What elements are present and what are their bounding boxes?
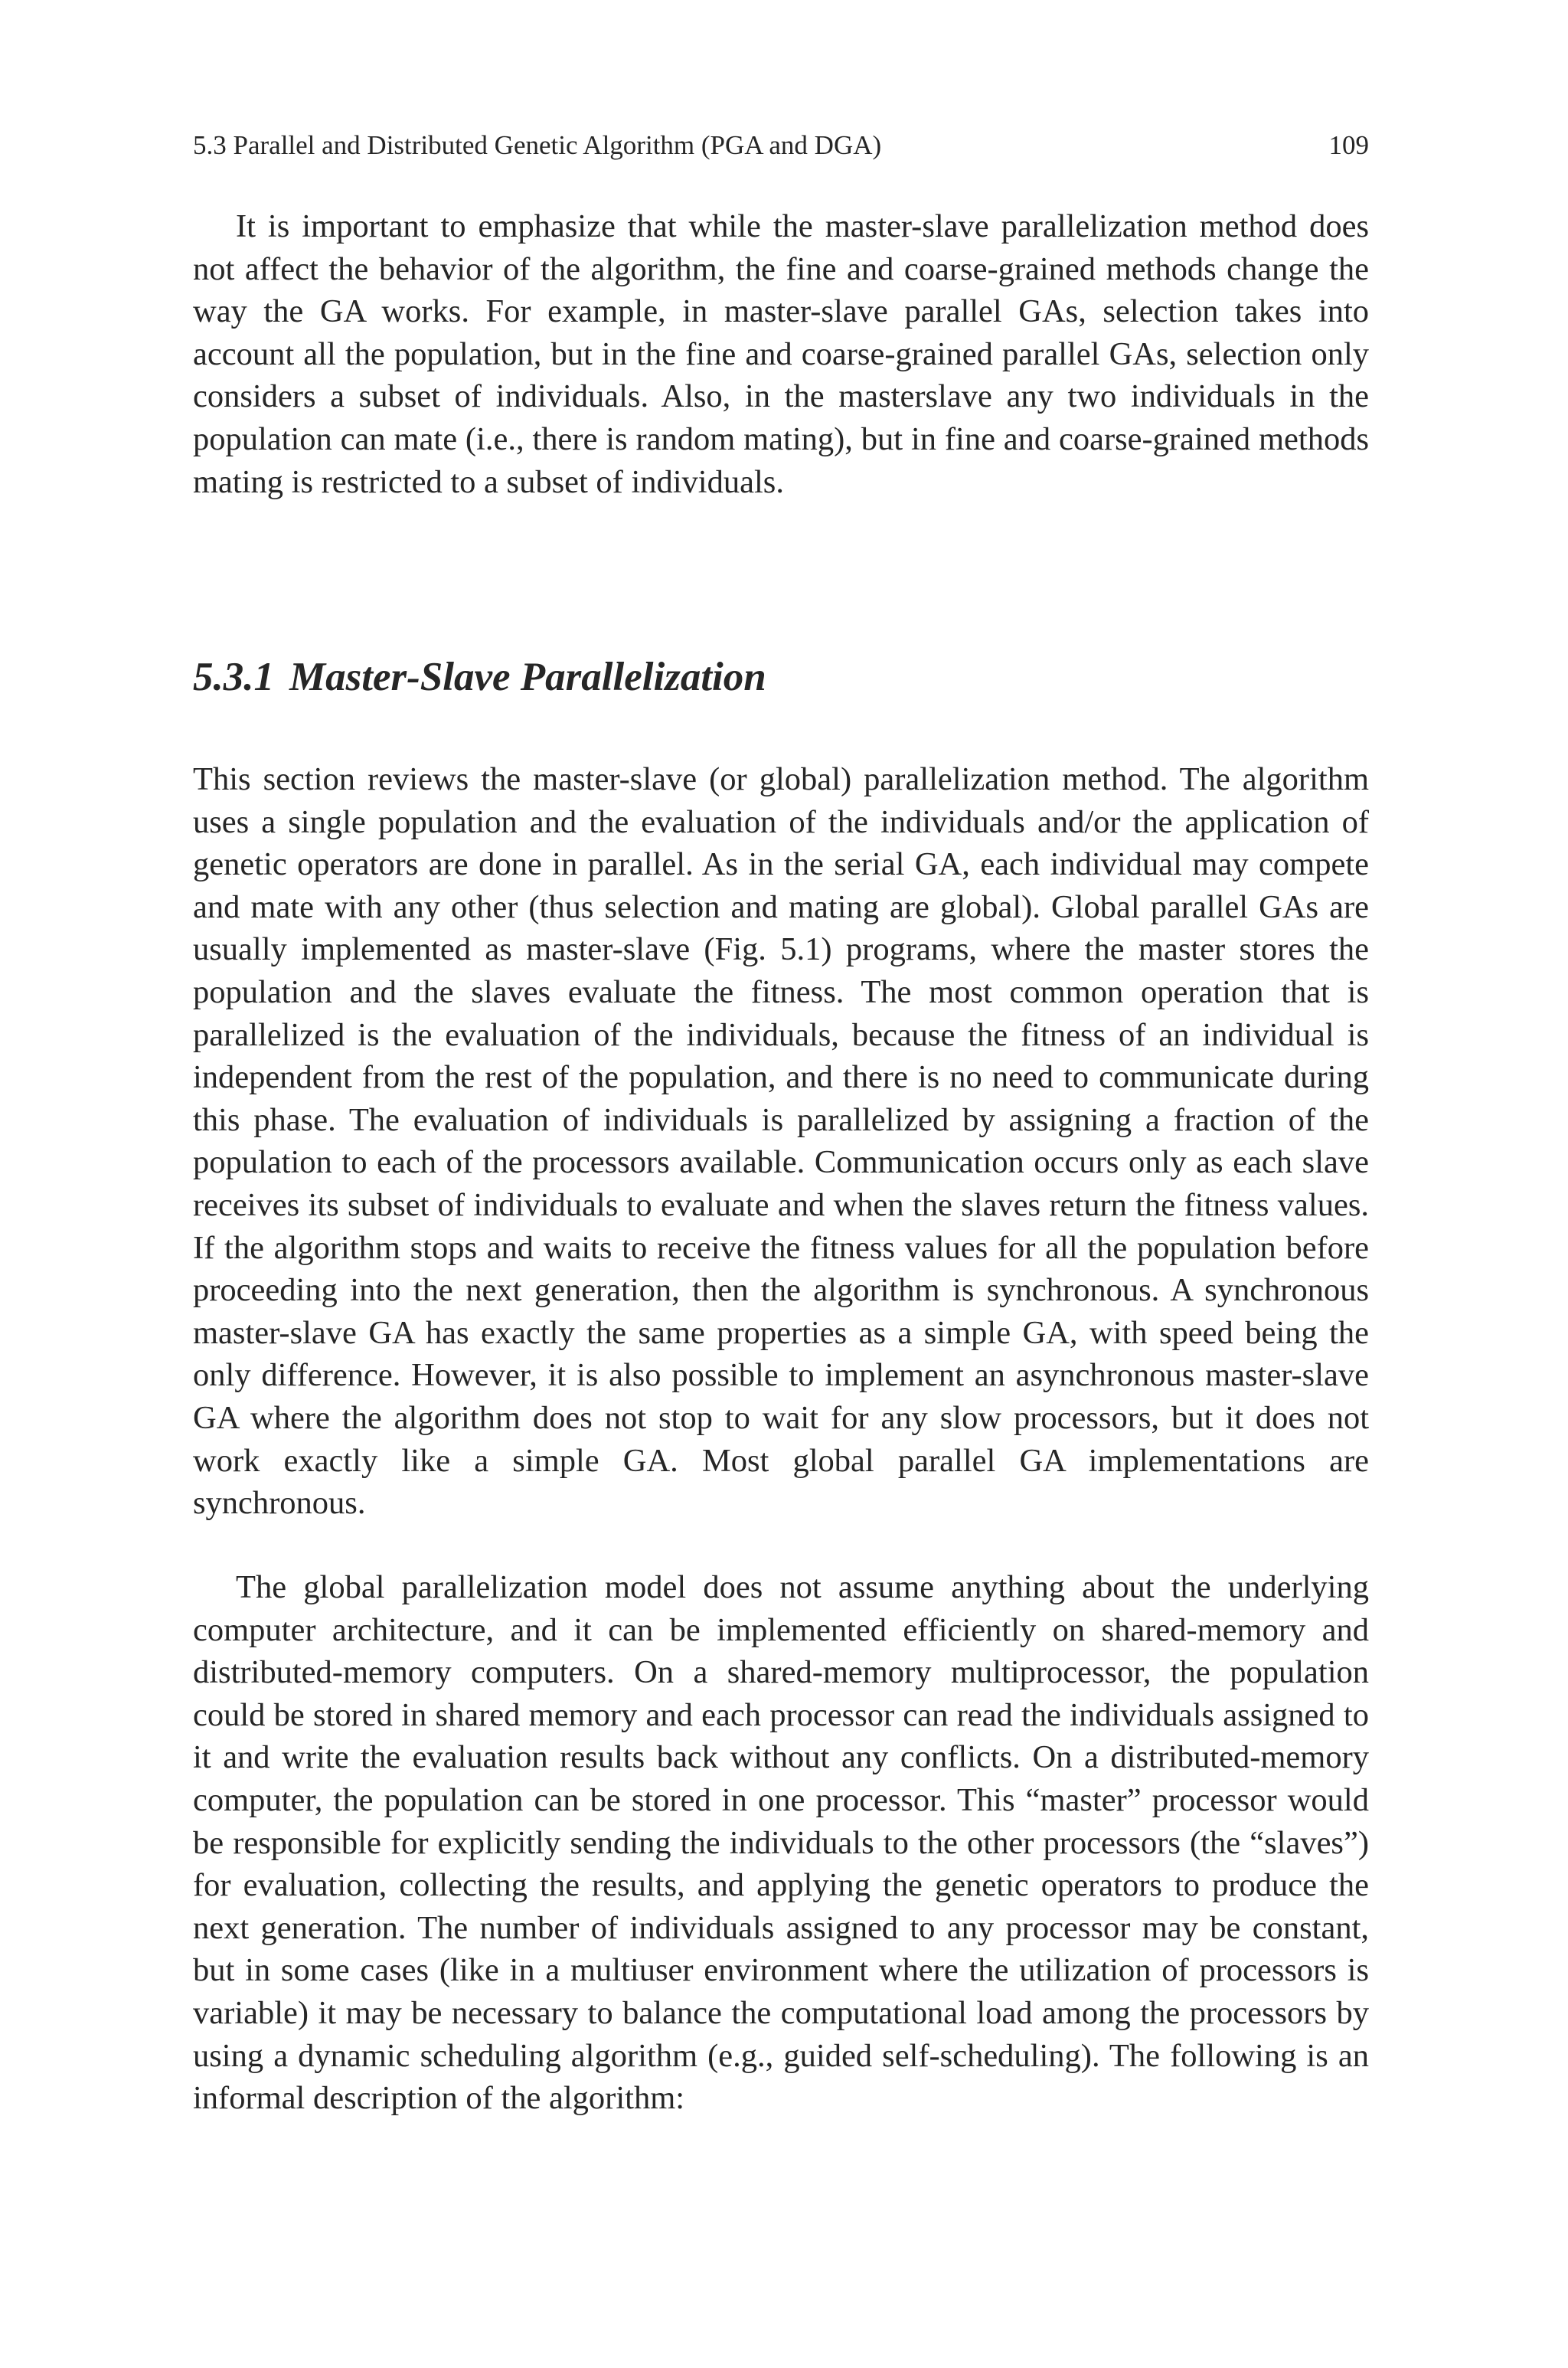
page-number: 109 [1328,130,1369,160]
section-number: 5.3.1 [193,655,274,699]
body-paragraph: The global parallelization model does not assume anything about the underlying computer architecture, and it can be implemented efficiently on shared-memory and distributed-memory computers. On a shared-memory multiprocessor, the population could be stored in shared memory and each processor can read the individuals assigned to it and write the evaluation results back without any conflicts. On a distributed-memory computer, the population can be stored in one processor. This “master” processor would be responsible for explicitly sending the individuals to the other processors (the “slaves”) for evaluation, collecting the results, and applying the genetic operators to produce the next generation. The number of individuals assigned to any processor may be constant, but in some cases (like in a multiuser environment where the utilization of processors is variable) it may be necessary to balance the computational load among the processors by using a dynamic scheduling algorithm (e.g., guided self-scheduling). The following is an informal description of the algorithm: [193,1569,1369,2117]
section-heading [193,653,766,702]
running-title: 5.3 Parallel and Distributed Genetic Algorithm (PGA and DGA) [193,130,882,160]
intro-paragraph: It is important to emphasize that while the master-slave parallelization method does not affect the behavior of the algorithm, the fine and coarse-grained methods change the way the GA works. For example, in master-slave parallel GAs, selection takes into account all the population, but in the fine and coarse-grained parallel GAs, selection only considers a subset of individuals. Also, in the masterslave any two individuals in the population can mate (i.e., there is random mating), but in fine and coarse-grained methods mating is restricted to a subset of individuals. [193,208,1369,500]
running-header [193,129,1369,162]
body-paragraph: This section reviews the master-slave (or global) parallelization method. The algorithm uses a single population and the evaluation of the individuals and/or the application of genetic operators are done in parallel. As in the serial GA, each individual may compete and mate with any other (thus selection and mating are global). Global parallel GAs are usually implemented as master-slave (Fig. 5.1) programs, where the master stores the population and the slaves evaluate the fitness. The most common operation that is parallelized is the evaluation of the individuals, because the fitness of an individual is independent from the rest of the population, and there is no need to communicate during this phase. The evaluation of individuals is parallelized by assigning a fraction of the population to each of the processors available. Communication occurs only as each slave receives its subset of individuals to evaluate and when the slaves return the fitness values. If the algorithm stops and waits to receive the fitness values for all the population before proceeding into the next generation, then the algorithm is synchronous. A synchronous master-slave GA has exactly the same properties as a simple GA, with speed being the only difference. However, it is also possible to implement an asynchronous master-slave GA where the algorithm does not stop to wait for any slow processors, but it does not work exactly like a simple GA. Most global parallel GA implementations are synchronous. [193,761,1369,1522]
section-title: Master-Slave Parallelization [289,655,766,699]
